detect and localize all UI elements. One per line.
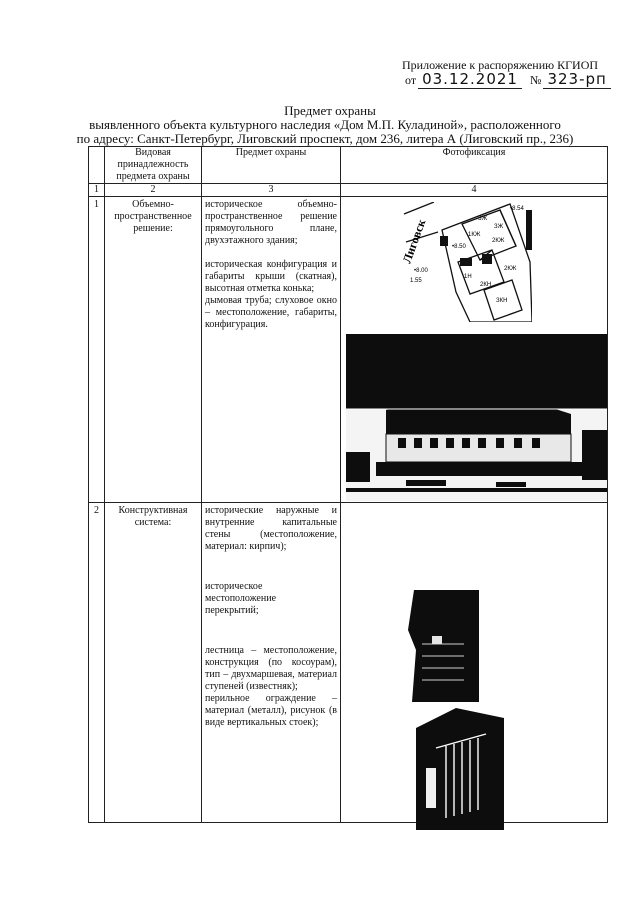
stair-light xyxy=(432,636,442,644)
protection-item: перильное ограждение – материал (металл), рисунок (в виде вертикальных стоек); xyxy=(205,693,337,728)
map-marker xyxy=(482,254,492,264)
number-prefix: № xyxy=(529,73,542,87)
window xyxy=(398,438,406,448)
protection-item: исторические наружные и внутренние капитальные стены (местоположение, материал: кирпич); xyxy=(205,505,337,552)
car xyxy=(406,480,446,486)
header-cell-subject: Предмет охраны xyxy=(202,147,341,184)
map-edge-hatch xyxy=(526,210,532,250)
decree-date: 03.12.2021 xyxy=(418,70,522,89)
doc-subtitle-2: по адресу: Санкт-Петербург, Лиговский проспект, дом 236, литера А (Лиговский пр., 236) xyxy=(76,131,574,146)
interior-photo-bottom xyxy=(416,708,504,830)
row-items xyxy=(202,503,341,823)
map-label: 1.55 xyxy=(410,278,422,284)
window xyxy=(532,438,540,448)
protection-item: историческое местоположение перекрытий; xyxy=(205,581,277,616)
protection-item: лестница – местоположение, конструкция (по косоурам), тип – двухмаршевая, материал ступеней (известняк); xyxy=(205,645,337,692)
table-number-row xyxy=(89,184,608,197)
stair-wall xyxy=(408,590,479,702)
interior-photo-top xyxy=(404,590,479,702)
window xyxy=(478,438,486,448)
col-number: 1 xyxy=(89,184,105,197)
doc-subtitle-1: выявленного объекта культурного наследия «Дом М.П. Куладиной», расположенного xyxy=(89,117,561,132)
window xyxy=(414,438,422,448)
row-items xyxy=(202,197,341,503)
protection-item: дымовая труба; слуховое окно – местоположение, габариты, конфигурация. xyxy=(205,295,337,330)
window xyxy=(514,438,522,448)
map-marker xyxy=(460,258,472,266)
window xyxy=(496,438,504,448)
appendix-date-line xyxy=(405,70,611,89)
header-cell-photo: Фотофиксация xyxy=(341,147,608,184)
col-number: 4 xyxy=(341,184,608,197)
from-prefix: от xyxy=(405,73,417,87)
map-label: 1КЖ xyxy=(468,232,481,238)
map-label: 1Н xyxy=(464,274,472,280)
row-type: Объемно-пространственное решение: xyxy=(105,197,202,503)
doc-title: Предмет охраны xyxy=(284,103,376,118)
map-label: •8.50 xyxy=(452,244,466,250)
row-number: 2 xyxy=(89,503,105,823)
map-label: 2КН xyxy=(480,282,492,288)
map-label: •8.00 xyxy=(414,268,428,274)
shop-awning xyxy=(376,462,586,476)
map-street-label: Лиговск xyxy=(400,217,429,266)
tree-shadow xyxy=(582,430,607,480)
table-header-row xyxy=(89,147,608,184)
window xyxy=(462,438,470,448)
decree-number: 323-рп xyxy=(543,70,610,89)
col-number: 3 xyxy=(202,184,341,197)
table-row xyxy=(89,503,608,823)
cadastral-map xyxy=(400,202,532,322)
protection-item: историческое объемно-пространственное решение прямоугольного плане, двухэтажного здания; xyxy=(205,199,337,246)
car xyxy=(496,482,526,487)
window xyxy=(446,438,454,448)
protection-item: историческая конфигурация и габариты крыши (скатная), высотная отметка конька; xyxy=(205,259,337,294)
row-type: Конструктивная система: xyxy=(105,503,202,823)
map-marker xyxy=(440,236,448,246)
header-cell-num xyxy=(89,147,105,184)
row-number: 1 xyxy=(89,197,105,503)
map-label: ЗКН xyxy=(496,298,508,304)
map-label: 2КЖ xyxy=(492,238,505,244)
map-label: 2КЖ xyxy=(504,266,517,272)
road-line xyxy=(346,488,607,492)
header-cell-type: Видовая принадлежность предмета охраны xyxy=(105,147,202,184)
map-label: ЗЖ xyxy=(494,224,504,230)
tree-shadow xyxy=(346,452,370,482)
window xyxy=(430,438,438,448)
building-photo xyxy=(346,334,607,501)
map-label: ЗЖ xyxy=(478,216,488,222)
window-light xyxy=(426,768,436,808)
map-label: •8.54 xyxy=(510,206,524,212)
appendix-line: Приложение к распоряжению КГИОП xyxy=(402,58,599,72)
col-number: 2 xyxy=(105,184,202,197)
